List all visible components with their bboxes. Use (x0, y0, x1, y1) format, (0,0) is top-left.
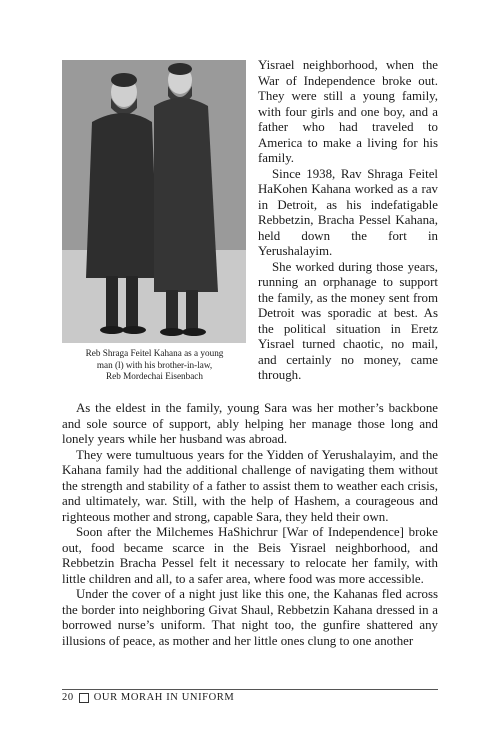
running-title: OUR MORAH IN UNIFORM (93, 692, 235, 703)
historic-photo (62, 60, 246, 343)
page-number: 20 (62, 692, 74, 703)
two-men-photo-illustration (62, 60, 246, 343)
page-footer (62, 689, 438, 703)
caption-line: Reb Mordechai Eisenbach (106, 371, 203, 381)
paragraph: Under the cover of a night just like this one, the Kahanas fled across the border into neighboring Givat Shaul, Rebbetzin Kahana dressed in a borrowed nurse’s uniform. That night too, the gunfire shattered any illusions of peace, as mother and her little ones clung to one another (62, 587, 438, 648)
paragraph: Soon after the Milchemes HaShichrur [War of Independence] broke out, food became scarce in the Beis Yisrael neighborhood, and Rebbetzin Bracha Pessel felt it necessary to relocate her family, with little children and all, to a safer area, where food was more accessible. (62, 525, 438, 586)
caption-line: Reb Shraga Feitel Kahana as a young (85, 348, 224, 358)
paragraph: She worked during those years, running an orphanage to support the family, as the money sent from Detroit was sporadic at best. As the political situation in Eretz Yisrael turned chaotic, no mail, and certainly no money, came through. (258, 259, 438, 382)
side-column-text (258, 58, 438, 384)
paragraph: They were tumultuous years for the Yidden of Yerushalayim, and the Kahana family had the additional challenge of navigating them without the strength and stability of a father to assist them to weather each crisis, and ultimately, war. Still, with the help of Hashem, a courageous and righteous mother and strong, capable Sara, they held their own. (62, 447, 438, 524)
square-ornament-icon (79, 693, 89, 703)
caption-line: man (l) with his brother-in-law, (96, 359, 213, 370)
full-width-text (62, 401, 438, 649)
paragraph: As the eldest in the family, young Sara was her mother’s backbone and sole source of support, ably helping her manage those long and lonely years while her husband was abroad. (62, 401, 438, 446)
photo-caption (62, 348, 247, 383)
paragraph: Yisrael neighborhood, when the War of Independence broke out. They were still a young family, with four girls and one boy, and a father who had traveled to America to make a living for his family. (258, 58, 438, 165)
paragraph: Since 1938, Rav Shraga Feitel HaKohen Kahana worked as a rav in Detroit, as his indefatigable Rebbetzin, Bracha Pessel Kahana, held down the fort in Yerushalayim. (258, 166, 438, 258)
photo-figure (62, 60, 247, 383)
